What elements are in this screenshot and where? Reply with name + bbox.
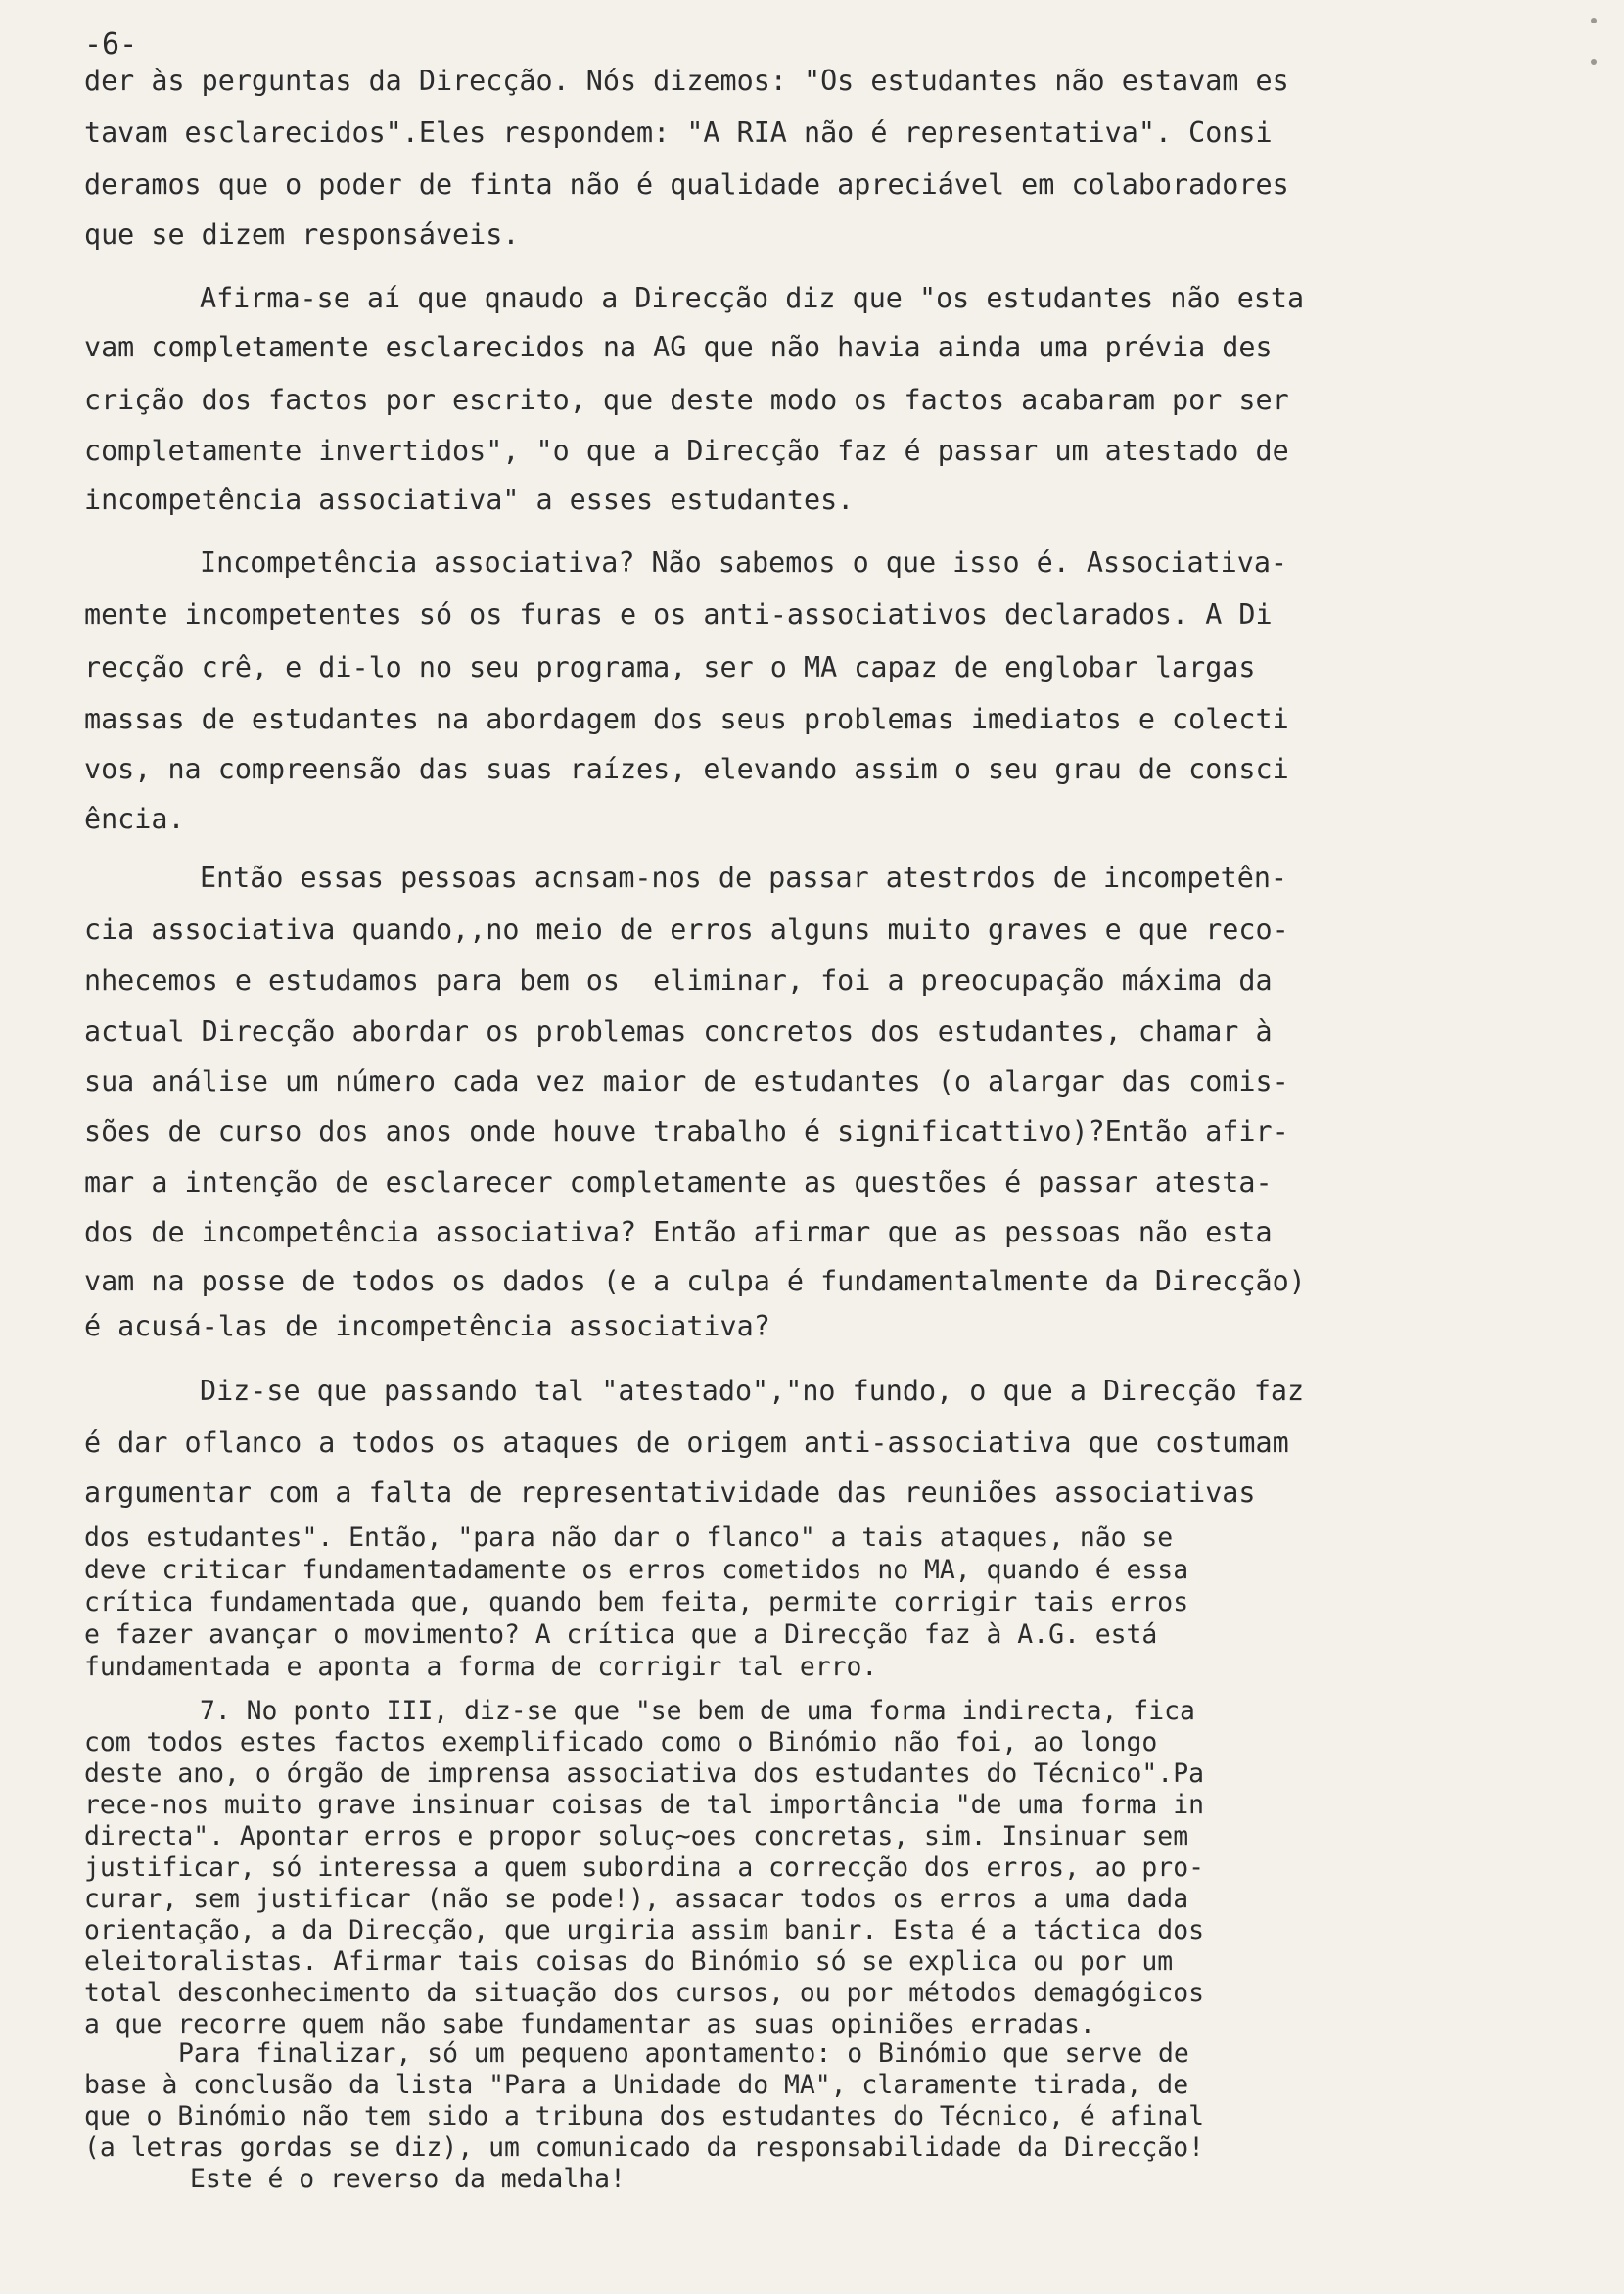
text-line: ência. — [84, 803, 185, 835]
text-line: curar, sem justificar (não se pode!), assacar todos os erros a uma dada — [84, 1884, 1189, 1914]
text-line: (a letras gordas se diz), um comunicado da responsabilidade da Direcção! — [84, 2132, 1204, 2163]
text-line: argumentar com a falta de representatividade das reuniões associativas — [84, 1476, 1256, 1509]
text-line: tavam esclarecidos".Eles respondem: "A RIA não é representativa". Consi — [84, 117, 1273, 149]
text-line: vam completamente esclarecidos na AG que não havia ainda uma prévia des — [84, 331, 1273, 363]
text-line: crítica fundamentada que, quando bem feita, permite corrigir tais erros — [84, 1587, 1189, 1617]
text-line: dos de incompetência associativa? Então afirmar que as pessoas não esta — [84, 1216, 1273, 1248]
text-line: 7. No ponto III, diz-se que "se bem de uma forma indirecta, fica — [200, 1696, 1195, 1726]
page-number: -6- — [84, 27, 138, 62]
text-line: é dar oflanco a todos os ataques de origem anti-associativa que costumam — [84, 1427, 1289, 1459]
text-line: directa". Apontar erros e propor soluç~oes concretas, sim. Insinuar sem — [84, 1821, 1189, 1851]
text-line: total desconhecimento da situação dos cursos, ou por métodos demagógicos — [84, 1978, 1204, 2008]
text-line: que se dizem responsáveis. — [84, 218, 520, 251]
text-line: dos estudantes". Então, "para não dar o flanco" a tais ataques, não se — [84, 1522, 1174, 1553]
text-line: orientação, a da Direcção, que urgiria assim banir. Esta é a táctica dos — [84, 1915, 1204, 1945]
text-line: Afirma-se aí que qnaudo a Direcção diz que "os estudantes não esta — [200, 282, 1305, 314]
text-line: der às perguntas da Direcção. Nós dizemos: "Os estudantes não estavam es — [84, 65, 1289, 97]
text-line: Este é o reverso da medalha! — [190, 2164, 626, 2194]
text-line: incompetência associativa" a esses estudantes. — [84, 484, 855, 516]
text-line: Então essas pessoas acnsam-nos de passar atestrdos de incompetên- — [200, 862, 1288, 894]
text-line: crição dos factos por escrito, que deste modo os factos acabaram por ser — [84, 384, 1289, 416]
edge-mark — [1591, 59, 1597, 65]
text-line: vam na posse de todos os dados (e a culpa é fundamentalmente da Direcção) — [84, 1265, 1306, 1297]
text-line: cia associativa quando,,no meio de erros alguns muito graves e que reco- — [84, 913, 1289, 946]
text-line: é acusá-las de incompetência associativa? — [84, 1310, 770, 1342]
text-line: e fazer avançar o movimento? A crítica que a Direcção faz à A.G. está — [84, 1619, 1158, 1650]
text-line: justificar, só interessa a quem subordina a correcção dos erros, ao pro- — [84, 1852, 1204, 1883]
text-line: fundamentada e aponta a forma de corrigir tal erro. — [84, 1652, 878, 1682]
text-line: que o Binómio não tem sido a tribuna dos estudantes do Técnico, é afinal — [84, 2101, 1204, 2131]
text-line: Diz-se que passando tal "atestado","no fundo, o que a Direcção faz — [200, 1375, 1305, 1407]
text-line: com todos estes factos exemplificado como o Binómio não foi, ao longo — [84, 1727, 1158, 1757]
text-line: actual Direcção abordar os problemas concretos dos estudantes, chamar à — [84, 1015, 1273, 1048]
text-line: nhecemos e estudamos para bem os eliminar, foi a preocupação máxima da — [84, 964, 1273, 997]
text-line: completamente invertidos", "o que a Direcção faz é passar um atestado de — [84, 435, 1289, 467]
text-line: vos, na compreensão das suas raízes, elevando assim o seu grau de consci — [84, 753, 1289, 785]
text-line: a que recorre quem não sabe fundamentar as suas opiniões erradas. — [84, 2009, 1095, 2039]
text-line: Incompetência associativa? Não sabemos o que isso é. Associativa- — [200, 546, 1288, 579]
text-line: rece-nos muito grave insinuar coisas de tal importância "de uma forma in — [84, 1790, 1204, 1820]
text-line: deve criticar fundamentadamente os erros cometidos no MA, quando é essa — [84, 1555, 1189, 1585]
text-line: mar a intenção de esclarecer completamente as questões é passar atesta- — [84, 1166, 1273, 1198]
text-line: massas de estudantes na abordagem dos seus problemas imediatos e colecti — [84, 703, 1289, 735]
text-line: sões de curso dos anos onde houve trabalho é significattivo)?Então afir- — [84, 1115, 1289, 1147]
text-line: mente incompetentes só os furas e os anti-associativos declarados. A Di — [84, 598, 1273, 631]
text-line: recção crê, e di-lo no seu programa, ser o MA capaz de englobar largas — [84, 651, 1256, 683]
edge-mark — [1591, 18, 1597, 23]
text-line: base à conclusão da lista "Para a Unidade do MA", claramente tirada, de — [84, 2070, 1189, 2100]
text-line: deste ano, o órgão de imprensa associativa dos estudantes do Técnico".Pa — [84, 1758, 1204, 1789]
text-line: Para finalizar, só um pequeno apontamento: o Binómio que serve de — [178, 2038, 1189, 2069]
text-line: deramos que o poder de finta não é qualidade apreciável em colaboradores — [84, 168, 1289, 201]
text-line: sua análise um número cada vez maior de estudantes (o alargar das comis- — [84, 1065, 1289, 1098]
text-line: eleitoralistas. Afirmar tais coisas do Binómio só se explica ou por um — [84, 1946, 1174, 1977]
